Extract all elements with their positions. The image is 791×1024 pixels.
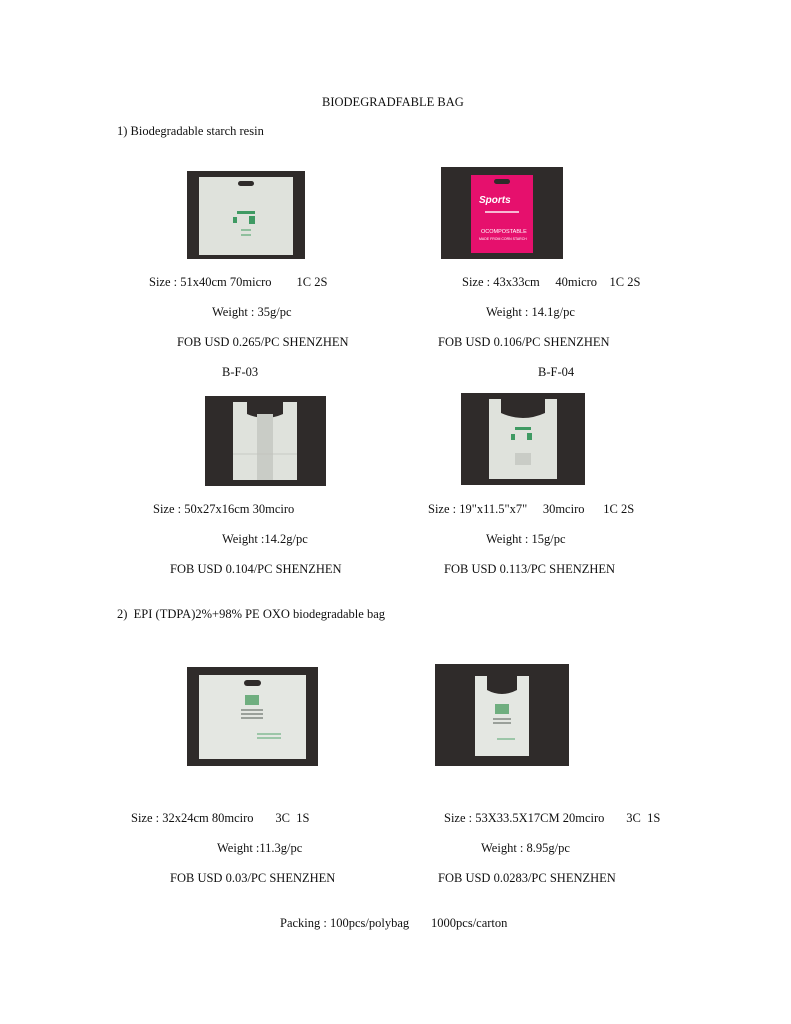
bag-print-line-1: OCOMPOSTABLE	[481, 229, 527, 235]
product-4-fob: FOB USD 0.113/PC SHENZHEN	[444, 562, 616, 576]
product-2-code: B-F-04	[538, 365, 575, 379]
product-6-fob: FOB USD 0.0283/PC SHENZHEN	[438, 871, 616, 885]
product-1-weight: Weight : 35g/pc	[212, 305, 292, 319]
bag-photo-1	[187, 171, 305, 259]
bag-print-line-2: MADE FROM CORN STARCH	[479, 237, 527, 241]
bag-photo-6	[435, 664, 569, 766]
product-2-fob: FOB USD 0.106/PC SHENZHEN	[438, 335, 610, 349]
bag-photo-2	[441, 167, 563, 259]
bag-brand-text: Sports	[479, 195, 511, 206]
bag-photo-5	[187, 667, 318, 766]
product-3-fob: FOB USD 0.104/PC SHENZHEN	[170, 562, 342, 576]
product-3-size: Size : 50x27x16cm 30mciro	[153, 502, 295, 516]
product-6-weight: Weight : 8.95g/pc	[481, 841, 570, 855]
product-1-size: Size : 51x40cm 70micro 1C 2S	[149, 275, 328, 289]
product-3-weight: Weight :14.2g/pc	[222, 532, 308, 546]
product-4-size: Size : 19"x11.5"x7" 30mciro 1C 2S	[428, 502, 635, 516]
bag-photo-3	[205, 396, 326, 486]
product-1-fob: FOB USD 0.265/PC SHENZHEN	[177, 335, 349, 349]
product-1-code: B-F-03	[222, 365, 259, 379]
page-title: BIODEGRADFABLE BAG	[322, 95, 464, 109]
bag-photo-4	[461, 393, 585, 485]
product-2-size: Size : 43x33cm 40micro 1C 2S	[462, 275, 641, 289]
product-6-size: Size : 53X33.5X17CM 20mciro 3C 1S	[444, 811, 661, 825]
product-4-weight: Weight : 15g/pc	[486, 532, 566, 546]
section-heading-1: 1) Biodegradable starch resin	[117, 124, 264, 138]
product-5-size: Size : 32x24cm 80mciro 3C 1S	[131, 811, 310, 825]
product-2-weight: Weight : 14.1g/pc	[486, 305, 575, 319]
section-heading-2: 2) EPI (TDPA)2%+98% PE OXO biodegradable bag	[117, 607, 385, 621]
product-5-weight: Weight :11.3g/pc	[217, 841, 303, 855]
product-5-fob: FOB USD 0.03/PC SHENZHEN	[170, 871, 336, 885]
packing-info: Packing : 100pcs/polybag 1000pcs/carton	[280, 916, 508, 930]
